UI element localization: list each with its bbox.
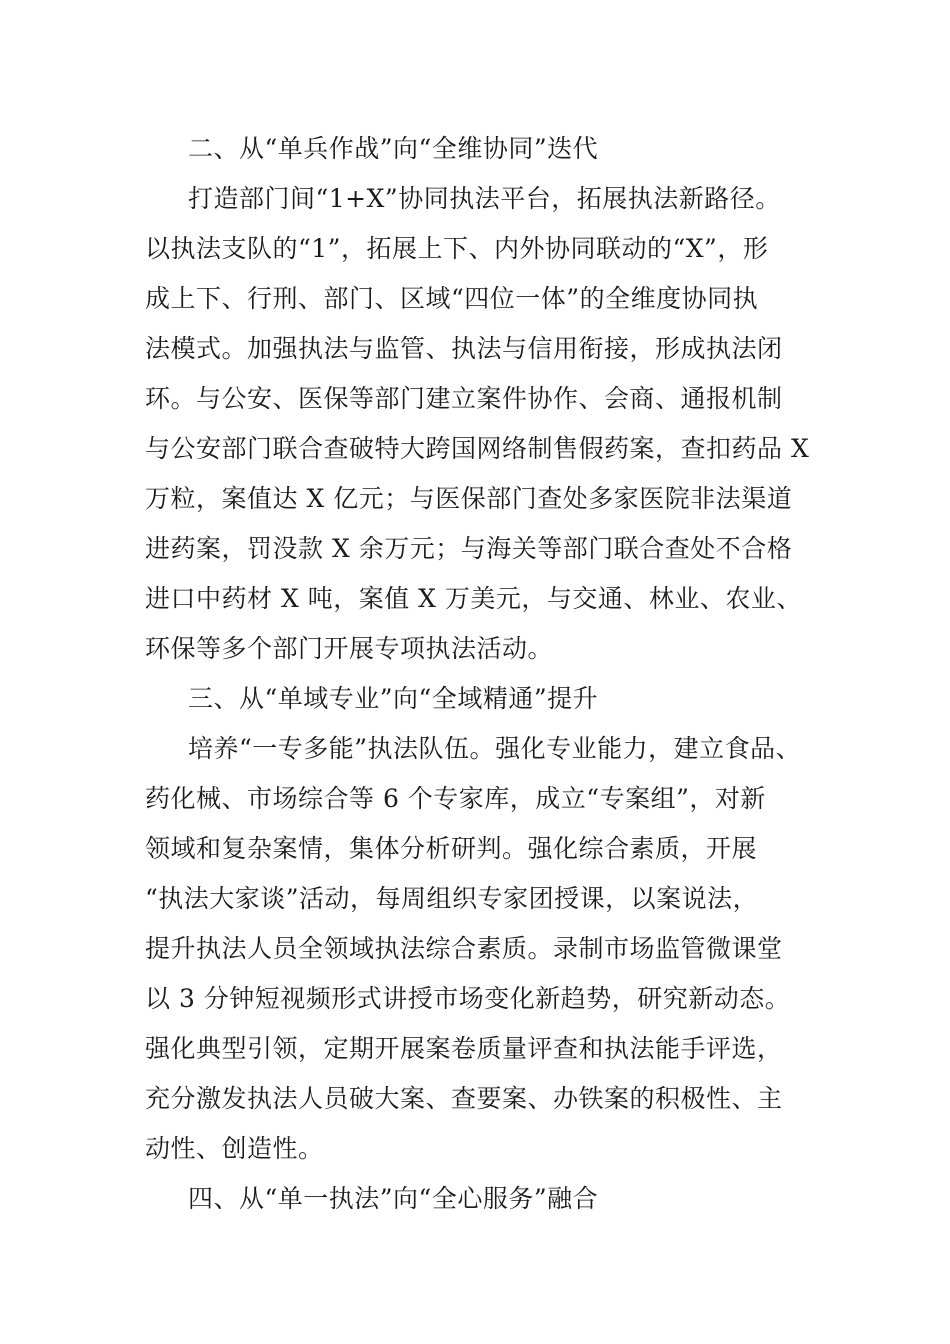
paragraph-line: 培养“一专多能”执法队伍。强化专业能力，建立食品、 (188, 734, 802, 763)
paragraph-line: 以 3 分钟短视频形式讲授市场变化新趋势，研究新动态。 (145, 984, 791, 1013)
paragraph-line: 环保等多个部门开展专项执法活动。 (145, 634, 554, 663)
paragraph-line: 动性、创造性。 (145, 1134, 324, 1163)
paragraph-line: 领域和复杂案情，集体分析研判。强化综合素质，开展 (145, 834, 758, 863)
section-heading-2: 二、从“单兵作战”向“全维协同”迭代 (188, 134, 599, 163)
paragraph-line: 法模式。加强执法与监管、执法与信用衔接，形成执法闭 (145, 334, 783, 363)
paragraph-line: 环。与公安、医保等部门建立案件协作、会商、通报机制 (145, 384, 783, 413)
paragraph-line: 进药案，罚没款 X 余万元；与海关等部门联合查处不合格 (145, 534, 793, 563)
section-heading-4: 四、从“单一执法”向“全心服务”融合 (188, 1184, 599, 1213)
paragraph-line: 强化典型引领，定期开展案卷质量评查和执法能手评选， (145, 1034, 783, 1063)
paragraph-line: 以执法支队的“1”，拓展上下、内外协同联动的“X”，形 (145, 234, 769, 263)
paragraph-line: 提升执法人员全领域执法综合素质。录制市场监管微课堂 (145, 934, 783, 963)
paragraph-line: 成上下、行刑、部门、区域“四位一体”的全维度协同执 (145, 284, 759, 313)
paragraph-line: 药化械、市场综合等 6 个专家库，成立“专案组”，对新 (145, 784, 766, 813)
paragraph-line: 与公安部门联合查破特大跨国网络制售假药案，查扣药品 X (145, 434, 810, 463)
section-heading-3: 三、从“单域专业”向“全域精通”提升 (188, 684, 599, 713)
paragraph-line: “执法大家谈”活动，每周组织专家团授课，以案说法， (145, 884, 759, 913)
paragraph-line: 进口中药材 X 吨，案值 X 万美元，与交通、林业、农业、 (145, 584, 802, 613)
paragraph-line: 万粒，案值达 X 亿元；与医保部门查处多家医院非法渠道 (145, 484, 793, 513)
paragraph-line: 打造部门间“1+X”协同执法平台，拓展执法新路径。 (188, 184, 781, 213)
paragraph-line: 充分激发执法人员破大案、查要案、办铁案的积极性、主 (145, 1084, 783, 1113)
